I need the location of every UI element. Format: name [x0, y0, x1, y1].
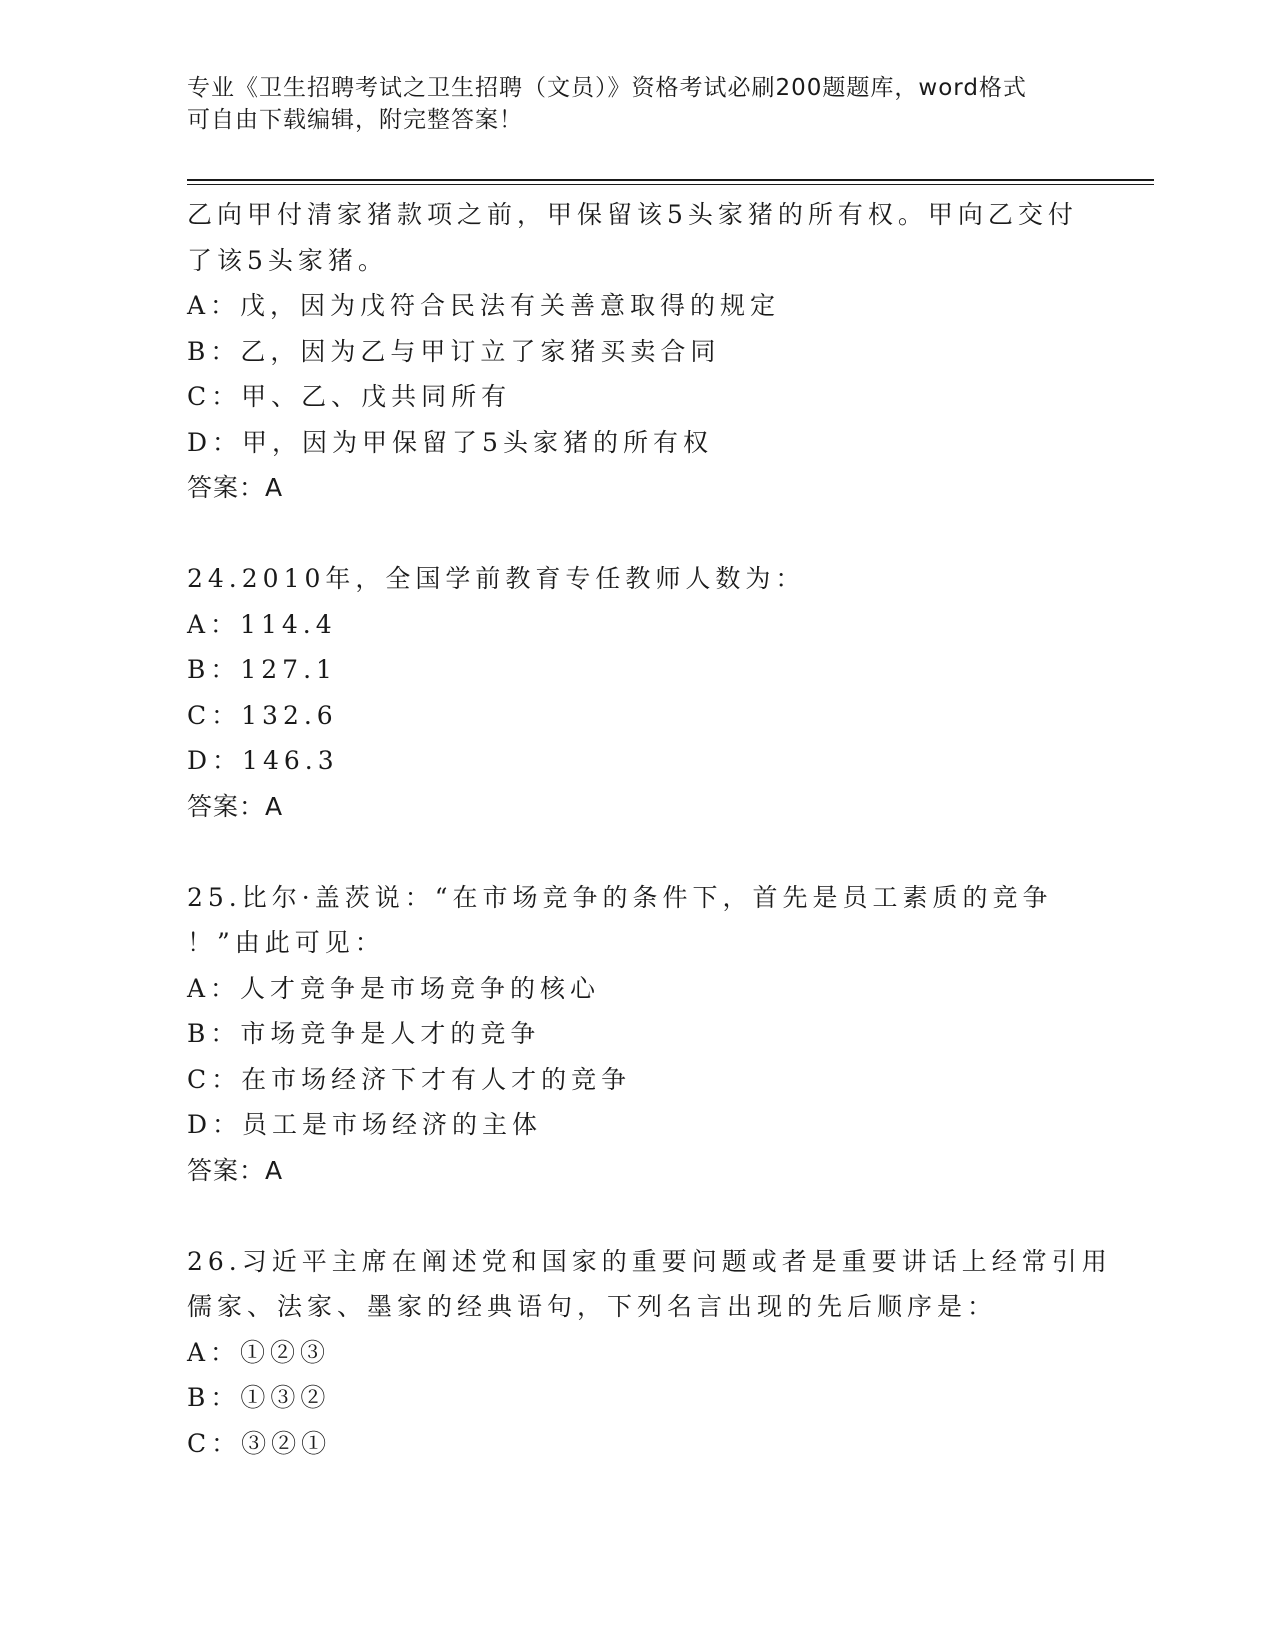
question-stem-line: 儒家、法家、墨家的经典语句，下列名言出现的先后顺序是： — [187, 1292, 998, 1321]
header-divider-thick — [187, 179, 1154, 181]
option-c: C：甲、乙、戊共同所有 — [187, 382, 512, 411]
answer-line: 答案：A — [187, 791, 284, 821]
spacer — [187, 1193, 1087, 1239]
question-stem-line: 乙向甲付清家猪款项之前，甲保留该5头家猪的所有权。甲向乙交付 — [187, 200, 1078, 229]
question-26 — [187, 1239, 1112, 1467]
option-d: D：甲，因为甲保留了5头家猪的所有权 — [187, 427, 713, 457]
header-divider-thin — [187, 184, 1154, 185]
answer-line: 答案：A — [187, 1155, 284, 1185]
question-25 — [187, 875, 1087, 1194]
option-b: B：市场竞争是人才的竞争 — [187, 1019, 541, 1048]
question-23-continued — [187, 192, 1087, 511]
option-a: A：戊，因为戊符合民法有关善意取得的规定 — [187, 291, 781, 320]
question-stem-line: ！”由此可见： — [187, 928, 385, 957]
option-a: A：人才竞争是市场竞争的核心 — [187, 973, 601, 1003]
spacer — [187, 511, 1087, 557]
header-line-1: 专业《卫生招聘考试之卫生招聘（文员）》资格考试必刷200题题库，word格式 — [187, 75, 1027, 101]
page-header — [187, 72, 1087, 136]
option-c: C：③②① — [187, 1428, 332, 1458]
option-c: C：132.6 — [187, 700, 338, 730]
spacer — [187, 829, 1087, 875]
option-a: A：①②③ — [187, 1337, 331, 1367]
question-stem-line: 24.2010年，全国学前教育专任教师人数为： — [187, 564, 806, 593]
question-stem-line: 25.比尔·盖茨说：“在市场竞争的条件下，首先是员工素质的竞争 — [187, 882, 1053, 912]
option-b: B：乙，因为乙与甲订立了家猪买卖合同 — [187, 336, 721, 366]
option-d: D：员工是市场经济的主体 — [187, 1110, 543, 1139]
option-d: D：146.3 — [187, 746, 339, 775]
question-content — [187, 192, 1112, 1466]
option-b: B：①③② — [187, 1383, 331, 1412]
question-stem-line: 了该5头家猪。 — [187, 245, 388, 275]
option-c: C：在市场经济下才有人才的竞争 — [187, 1064, 632, 1094]
option-a: A：114.4 — [187, 609, 337, 639]
answer-line: 答案：A — [187, 473, 284, 502]
header-line-2: 可自由下载编辑，附完整答案！ — [187, 107, 523, 133]
question-stem-line: 26.习近平主席在阐述党和国家的重要问题或者是重要讲话上经常引用 — [187, 1246, 1112, 1276]
question-24 — [187, 556, 1087, 829]
option-b: B：127.1 — [187, 655, 337, 684]
